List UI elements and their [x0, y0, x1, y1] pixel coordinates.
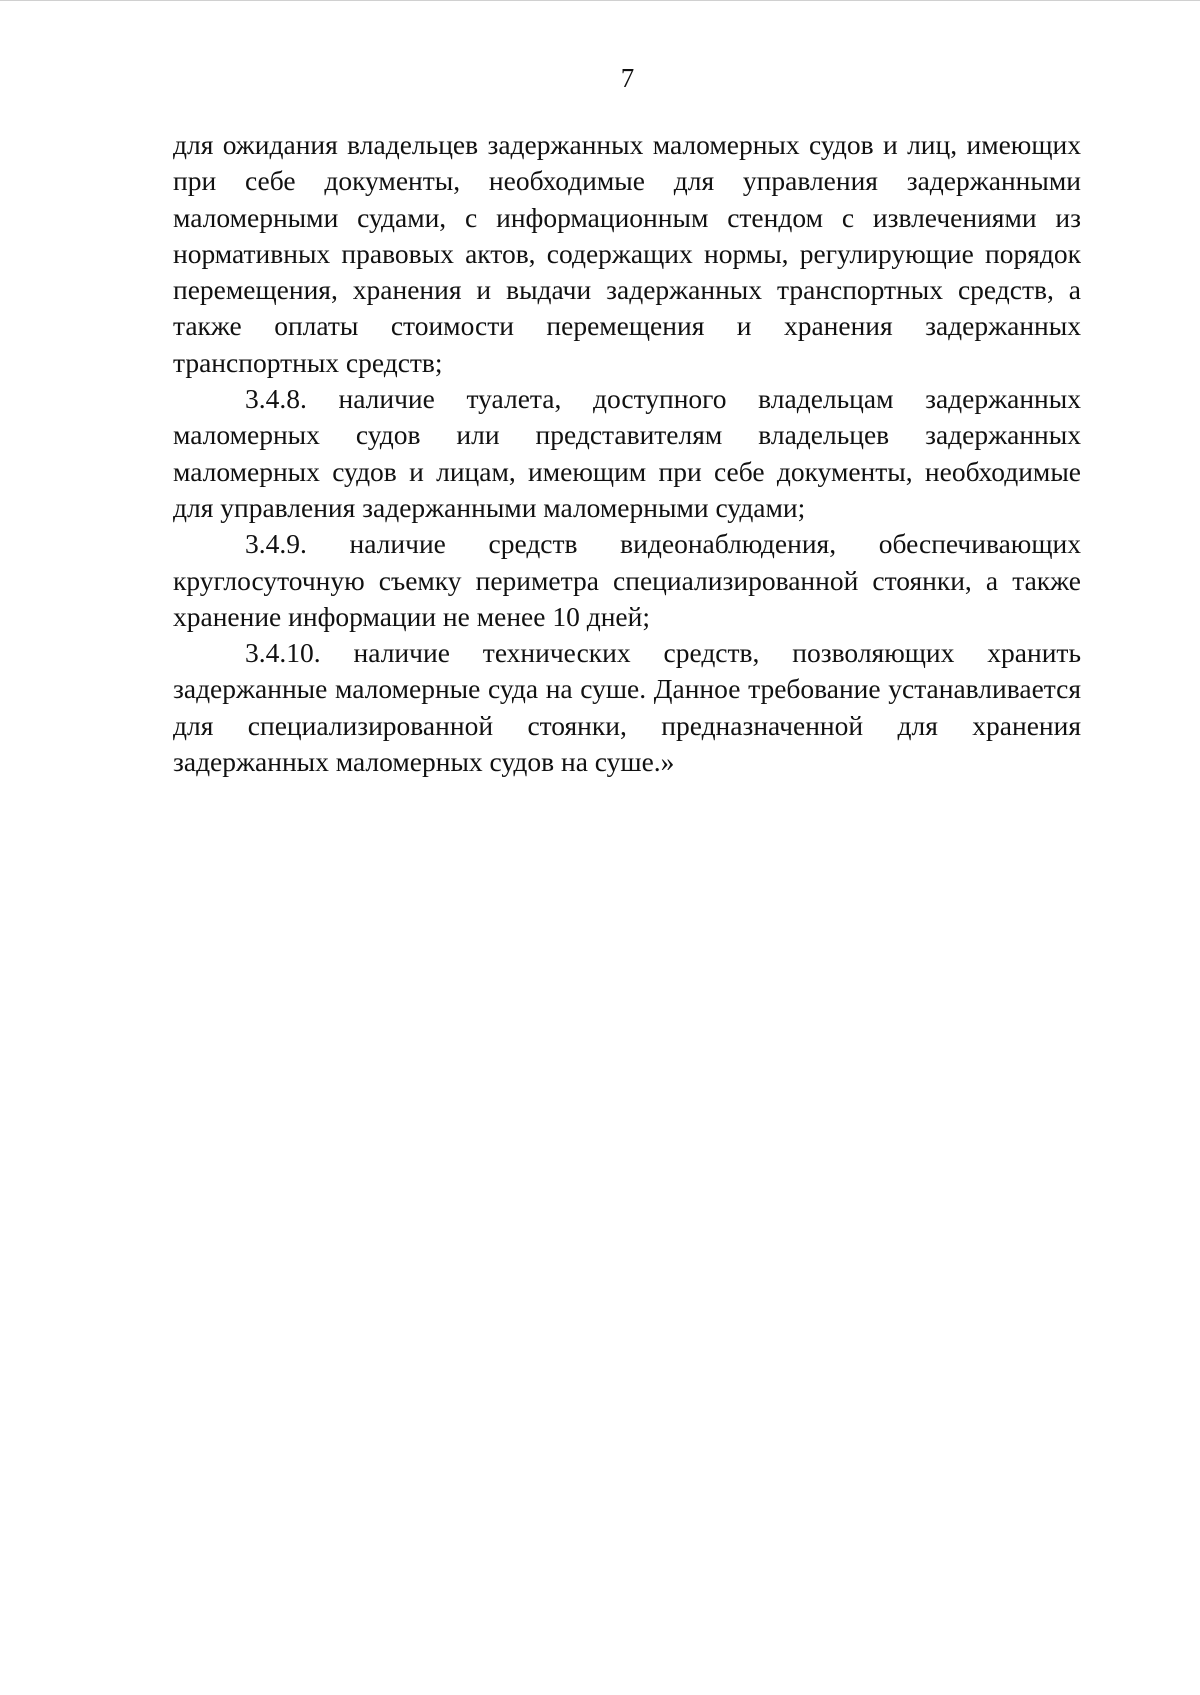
paragraph-3-4-8: 3.4.8. наличие туалета, доступного владельцам задержанных маломерных судов или представителям владельцев задержанных маломерных судов и лицам, имеющим при себе документы, необходимые для управления задержанными маломерными судами;: [173, 383, 1081, 523]
document-body: [173, 127, 1081, 780]
paragraph-intro-continuation: для ожидания владельцев задержанных маломерных судов и лиц, имеющих при себе документы, необходимые для управления задержанными маломерными судами, с информационным стендом с извлечениями из нормативных правовых актов, содержащих нормы, регулирующие порядок перемещения, хранения и выдачи задержанных транспортных средств, а также оплаты стоимости перемещения и хранения задержанных транспортных средств;: [173, 129, 1081, 378]
paragraph-3-4-9: 3.4.9. наличие средств видеонаблюдения, обеспечивающих круглосуточную съемку периметра специализированной стоянки, а также хранение информации не менее 10 дней;: [173, 528, 1081, 632]
page-number: 7: [620, 63, 635, 93]
paragraph-3-4-10: 3.4.10. наличие технических средств, позволяющих хранить задержанные маломерные суда на суше. Данное требование устанавливается для специализированной стоянки, предназначенной для хранения задержанных маломерных судов на суше.»: [173, 637, 1081, 778]
